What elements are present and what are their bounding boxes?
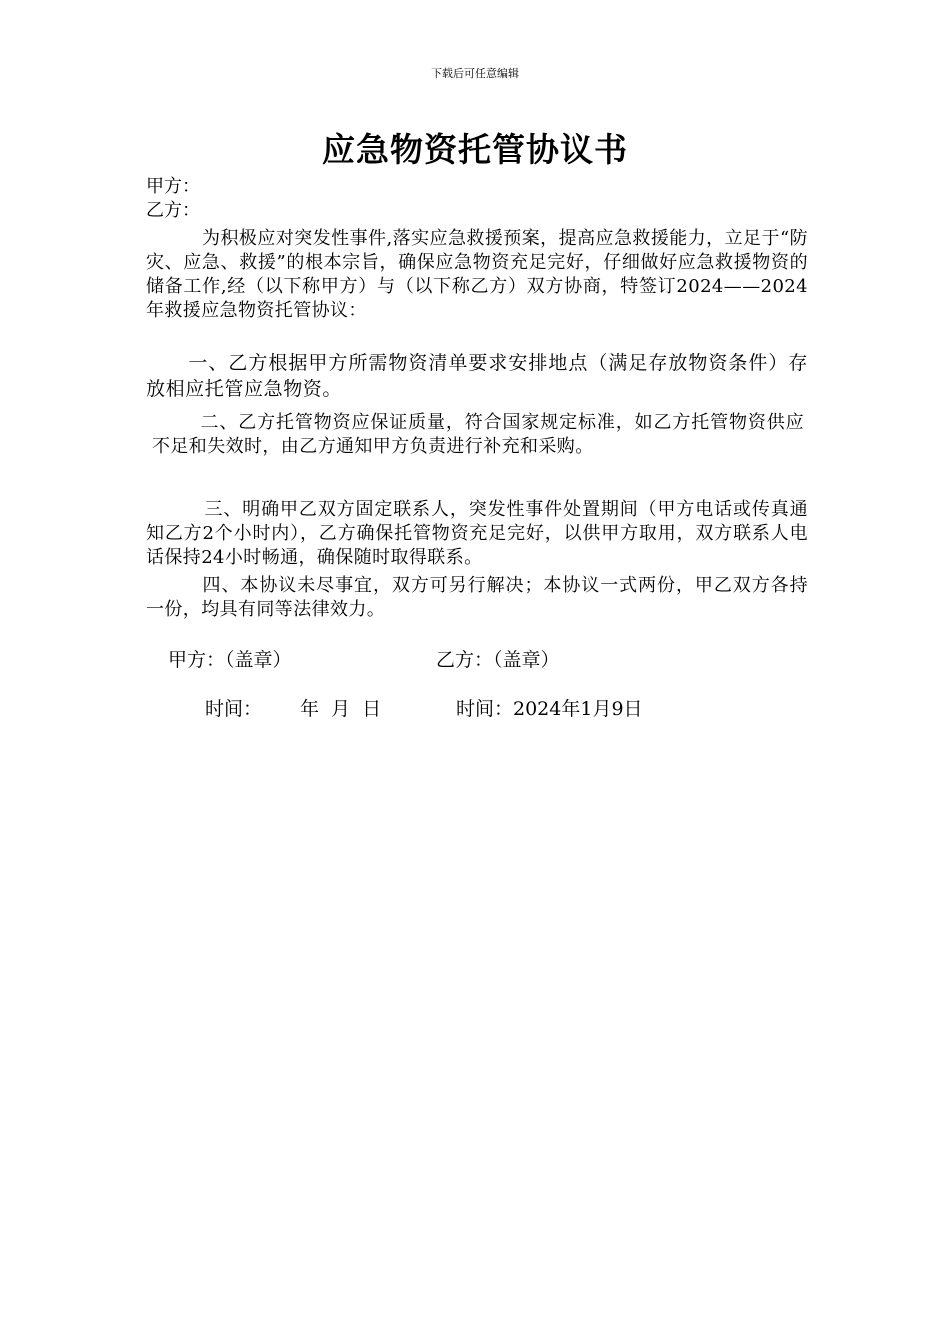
party-b-seal-label: 乙方：（盖章）: [436, 649, 560, 671]
clause-1-text: 一、乙方根据甲方所需物资清单要求安排地点（满足存放物资条件）存放相应托管应急物资。: [146, 352, 808, 400]
party-a-date-blank: 年 月 日: [300, 698, 382, 720]
clause-2-paragraph: [152, 411, 804, 459]
document-title: 应急物资托管协议书: [322, 130, 628, 169]
clause-1-paragraph: [146, 350, 808, 402]
clause-3-paragraph: [146, 498, 808, 570]
intro-text: 为积极应对突发性事件,落实应急救援预案，提高应急救援能力，立足于“防灾、应急、救援”的根本宗旨，确保应急物资充足完好，仔细做好应急救援物资的储备工作,经（以下称甲方）与（以下称乙方）双方协商，特签订2024——2024年救援应急物资托管协议：: [146, 228, 808, 321]
party-b-time: 时间：2024年1月9日: [456, 698, 643, 720]
party-a-seal-label: 甲方：（盖章）: [168, 649, 292, 671]
header-note: 下载后可任意编辑: [431, 67, 519, 80]
clause-2-text: 二、乙方托管物资应保证质量，符合国家规定标准，如乙方托管物资供应不足和失效时，由乙方通知甲方负责进行补充和采购。: [152, 412, 804, 457]
clause-3-text: 三、明确甲乙双方固定联系人，突发性事件处置期间（甲方电话或传真通知乙方2个小时内），乙方确保托管物资充足完好，以供甲方取用，双方联系人电话保持24小时畅通，确保随时取得联系。: [146, 499, 808, 568]
party-a-time-label: 时间：: [205, 698, 263, 720]
clause-4-text: 四、本协议未尽事宜，双方可另行解决；本协议一式两份，甲乙双方各持一份，均具有同等法律效力。: [146, 575, 808, 620]
party-b-line: 乙方：: [146, 200, 200, 221]
party-a-line: 甲方：: [146, 176, 200, 197]
clause-4-paragraph: [146, 574, 808, 622]
intro-paragraph: [146, 227, 808, 323]
